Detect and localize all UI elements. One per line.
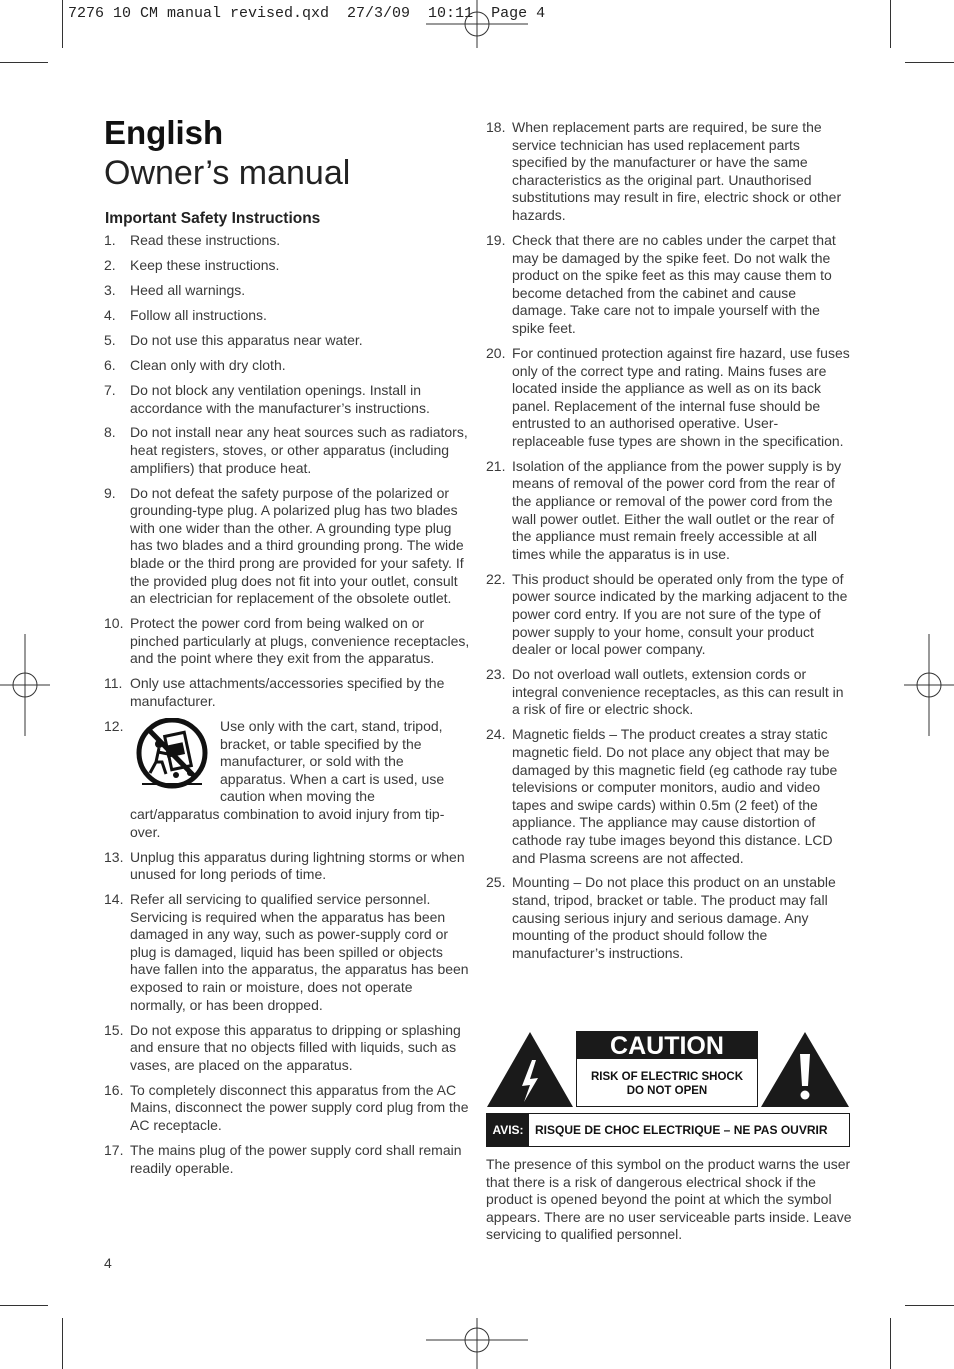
- avis-bar: [486, 1113, 850, 1147]
- list-item: [486, 571, 850, 659]
- list-item: [104, 675, 470, 710]
- item-number: 2.: [104, 256, 116, 273]
- list-item: [104, 849, 470, 884]
- item-text: Unplug this apparatus during lightning storms or when unused for long periods of time.: [130, 848, 465, 883]
- item-number: 18.: [486, 119, 506, 135]
- item-number: 6.: [104, 356, 116, 373]
- crop-mark: [905, 62, 954, 63]
- item-text: Mounting – Do not place this product on an unstable stand, tripod, bracket or table. The product may fall causing serious injury and serious damage. Any mounting of the product should follow the manufacturer’s instructions.: [512, 874, 836, 961]
- list-item: [104, 357, 470, 375]
- item-number: 14.: [104, 891, 124, 908]
- registration-mark-icon: [0, 634, 50, 736]
- registration-mark-icon: [426, 0, 528, 48]
- cart-tipover-icon: [130, 718, 220, 790]
- crop-mark: [62, 1318, 63, 1369]
- item-text: When replacement parts are required, be sure the service technician has used replacement parts specified by the manufacturer or have the same characteristics as the original part. Unauthorised substitutions may result in fire, electric shock or other hazards.: [512, 119, 842, 223]
- item-number: 5.: [104, 331, 116, 348]
- avis-text: RISQUE DE CHOC ELECTRIQUE – NE PAS OUVRIR: [535, 1123, 828, 1137]
- item-text: Clean only with dry cloth.: [130, 356, 286, 373]
- list-item: [104, 257, 470, 275]
- item-text: Protect the power cord from being walked on or pinched particularly at plugs, convenience receptacles, and the point where they exit from the apparatus.: [130, 615, 470, 667]
- list-item: [104, 1022, 470, 1075]
- item-text: Keep these instructions.: [130, 256, 280, 273]
- crop-mark: [62, 0, 63, 48]
- item-number: 23.: [486, 666, 506, 683]
- item-text: For continued protection against fire hazard, use fuses only of the correct type and rating. Mains fuses are located inside the appliance as well as on its back panel. Replacement of the internal fuse should be entrusted to an authorised operative. User-replaceable fuse types are shown in the specification.: [512, 344, 850, 449]
- item-number: 1.: [104, 232, 116, 248]
- crop-mark: [890, 0, 891, 48]
- list-item: [104, 891, 470, 1014]
- list-item: [104, 382, 470, 417]
- item-text: The mains plug of the power supply cord shall remain readily operable.: [130, 1141, 462, 1176]
- lightning-bolt-triangle-icon: [486, 1030, 574, 1108]
- item-text: Do not expose this apparatus to dripping or splashing and ensure that no objects filled with liquids, such as vases, are placed on the apparatus.: [130, 1021, 461, 1073]
- registration-mark-icon: [904, 634, 954, 736]
- item-text: Do not overload wall outlets, extension cords or integral convenience receptacles, as this can result in a risk of fire or electric shock.: [512, 666, 844, 718]
- item-number: 7.: [104, 381, 116, 398]
- item-number: 21.: [486, 457, 506, 474]
- item-number: 13.: [104, 848, 124, 865]
- list-item: [486, 119, 850, 225]
- caution-label: [486, 1030, 850, 1148]
- item-number: 11.: [104, 675, 123, 692]
- item-number: 3.: [104, 281, 116, 298]
- item-text: Isolation of the appliance from the power supply is by means of removal of the power cord from the rear of the appliance or removal of the power cord from the wall power outlet. Either the wall outlet or the rear of the appliance must remain freely accessible at all times while the apparatus is in use.: [512, 457, 842, 562]
- item-number: 16.: [104, 1081, 124, 1098]
- caution-line-2: DO NOT OPEN: [626, 1085, 708, 1097]
- list-item: [104, 615, 470, 668]
- item-number: 12.: [104, 717, 124, 734]
- language-heading: English: [104, 114, 224, 151]
- item-number: 10.: [104, 615, 124, 632]
- list-item: [486, 232, 850, 338]
- list-item: [104, 232, 470, 250]
- instructions-left-column: [104, 232, 470, 1185]
- item-number: 9.: [104, 484, 116, 501]
- page-title: Owner’s manual: [104, 154, 351, 192]
- registration-mark-icon: [426, 1318, 528, 1369]
- item-text: Heed all warnings.: [130, 281, 246, 298]
- exclamation-triangle-icon: [760, 1030, 850, 1108]
- list-item: [104, 1082, 470, 1135]
- instructions-right-column: [486, 119, 850, 970]
- warning-paragraph: The presence of this symbol on the product warns the user that there is a risk of dangerous electrical shock if the product is opened beyond the point at which the symbol appears. There are no user serviceable parts inside. Leave servicing to qualified personnel.: [486, 1156, 852, 1243]
- item-number: 4.: [104, 306, 116, 323]
- crop-mark: [890, 1318, 891, 1369]
- list-item: [104, 485, 470, 608]
- crop-mark: [905, 1305, 954, 1306]
- avis-label: AVIS:: [487, 1114, 529, 1146]
- item-text: Do not install near any heat sources such as radiators, heat registers, stoves, or other apparatus (including amplifiers) that produce heat.: [130, 424, 468, 476]
- item-text: This product should be operated only from the type of power source indicated by the marking adjacent to the power cord entry. If you are not sure of the type of power supply to your home, consult your product dealer or local power company.: [512, 570, 848, 658]
- list-item: [104, 282, 470, 300]
- list-item: [486, 726, 850, 867]
- item-text: Do not block any ventilation openings. Install in accordance with the manufacturer’s instructions.: [130, 381, 430, 416]
- item-number: 25.: [486, 874, 506, 891]
- item-text-continued: cart/apparatus combination to avoid injury from tip-over.: [130, 805, 445, 840]
- page-number: 4: [104, 1255, 112, 1271]
- item-number: 24.: [486, 726, 506, 743]
- item-text: To completely disconnect this apparatus from the AC Mains, disconnect the power supply cord plug from the AC receptacle.: [130, 1081, 469, 1133]
- list-item: [486, 874, 850, 962]
- item-number: 8.: [104, 424, 116, 441]
- caution-box: [576, 1031, 758, 1107]
- item-text: Only use attachments/accessories specified by the manufacturer.: [130, 675, 445, 709]
- crop-mark: [0, 62, 48, 63]
- item-number: 20.: [486, 344, 506, 361]
- item-text: Use only with the cart, stand, tripod, bracket, or table specified by the manufacturer, or sold with the apparatus. When a cart is used, use caution when moving the: [220, 717, 445, 805]
- caution-line-1: RISK OF ELECTRIC SHOCK: [590, 1071, 744, 1083]
- item-number: 17.: [104, 1141, 124, 1158]
- list-item: [104, 1142, 470, 1177]
- item-text: Magnetic fields – The product creates a stray static magnetic field. Do not place any object that may be damaged by this magnetic field (eg cathode ray tube televisions or computer monitors, audio and video tapes and swipe cards) within 0.5m (2 feet) of the appliance. The appliance may cause distortion of cathode ray tube images beyond this distance. LCD and Plasma screens are not affected.: [512, 726, 838, 866]
- list-item: [486, 345, 850, 451]
- section-title: Important Safety Instructions: [105, 210, 321, 227]
- item-text: Refer all servicing to qualified service personnel. Servicing is required when the apparatus has been damaged in any way, such as power-supply cord or plug is damaged, liquid has been spilled or objects have fallen into the apparatus, the apparatus has been exposed to rain or moisture, does not operate normally, or has been dropped.: [130, 891, 469, 1013]
- item-text: Check that there are no cables under the carpet that may be damaged by the spike feet. Do not walk the product on the spike feet as this may cause them to become detached from the cabinet and cause damage. Take care not to impale yourself with the spike feet.: [512, 231, 836, 336]
- list-item: [486, 666, 850, 719]
- list-item: [104, 424, 470, 477]
- list-item: [104, 307, 470, 325]
- item-number: 22.: [486, 570, 506, 587]
- crop-mark: [0, 1305, 48, 1306]
- list-item: [104, 332, 470, 350]
- item-text: Do not use this apparatus near water.: [130, 331, 363, 348]
- list-item: [486, 458, 850, 564]
- item-text: Read these instructions.: [130, 232, 281, 248]
- item-text: Follow all instructions.: [130, 306, 267, 323]
- item-text: Do not defeat the safety purpose of the polarized or grounding-type plug. A polarized plug has two blades with one wider than the other. A grounding type plug has two blades and a third grounding prong. The wide blade or the third prong are provided for your safety. If the provided plug does not fit into your outlet, consult an electrician for replacement of the obsolete outlet.: [130, 484, 464, 607]
- caution-title: CAUTION: [577, 1032, 757, 1059]
- print-slug: 7276 10 CM manual revised.qxd 27/3/09 10:11 Page 4: [68, 5, 546, 22]
- list-item: [104, 718, 470, 841]
- item-number: 15.: [104, 1021, 124, 1038]
- item-number: 19.: [486, 231, 506, 248]
